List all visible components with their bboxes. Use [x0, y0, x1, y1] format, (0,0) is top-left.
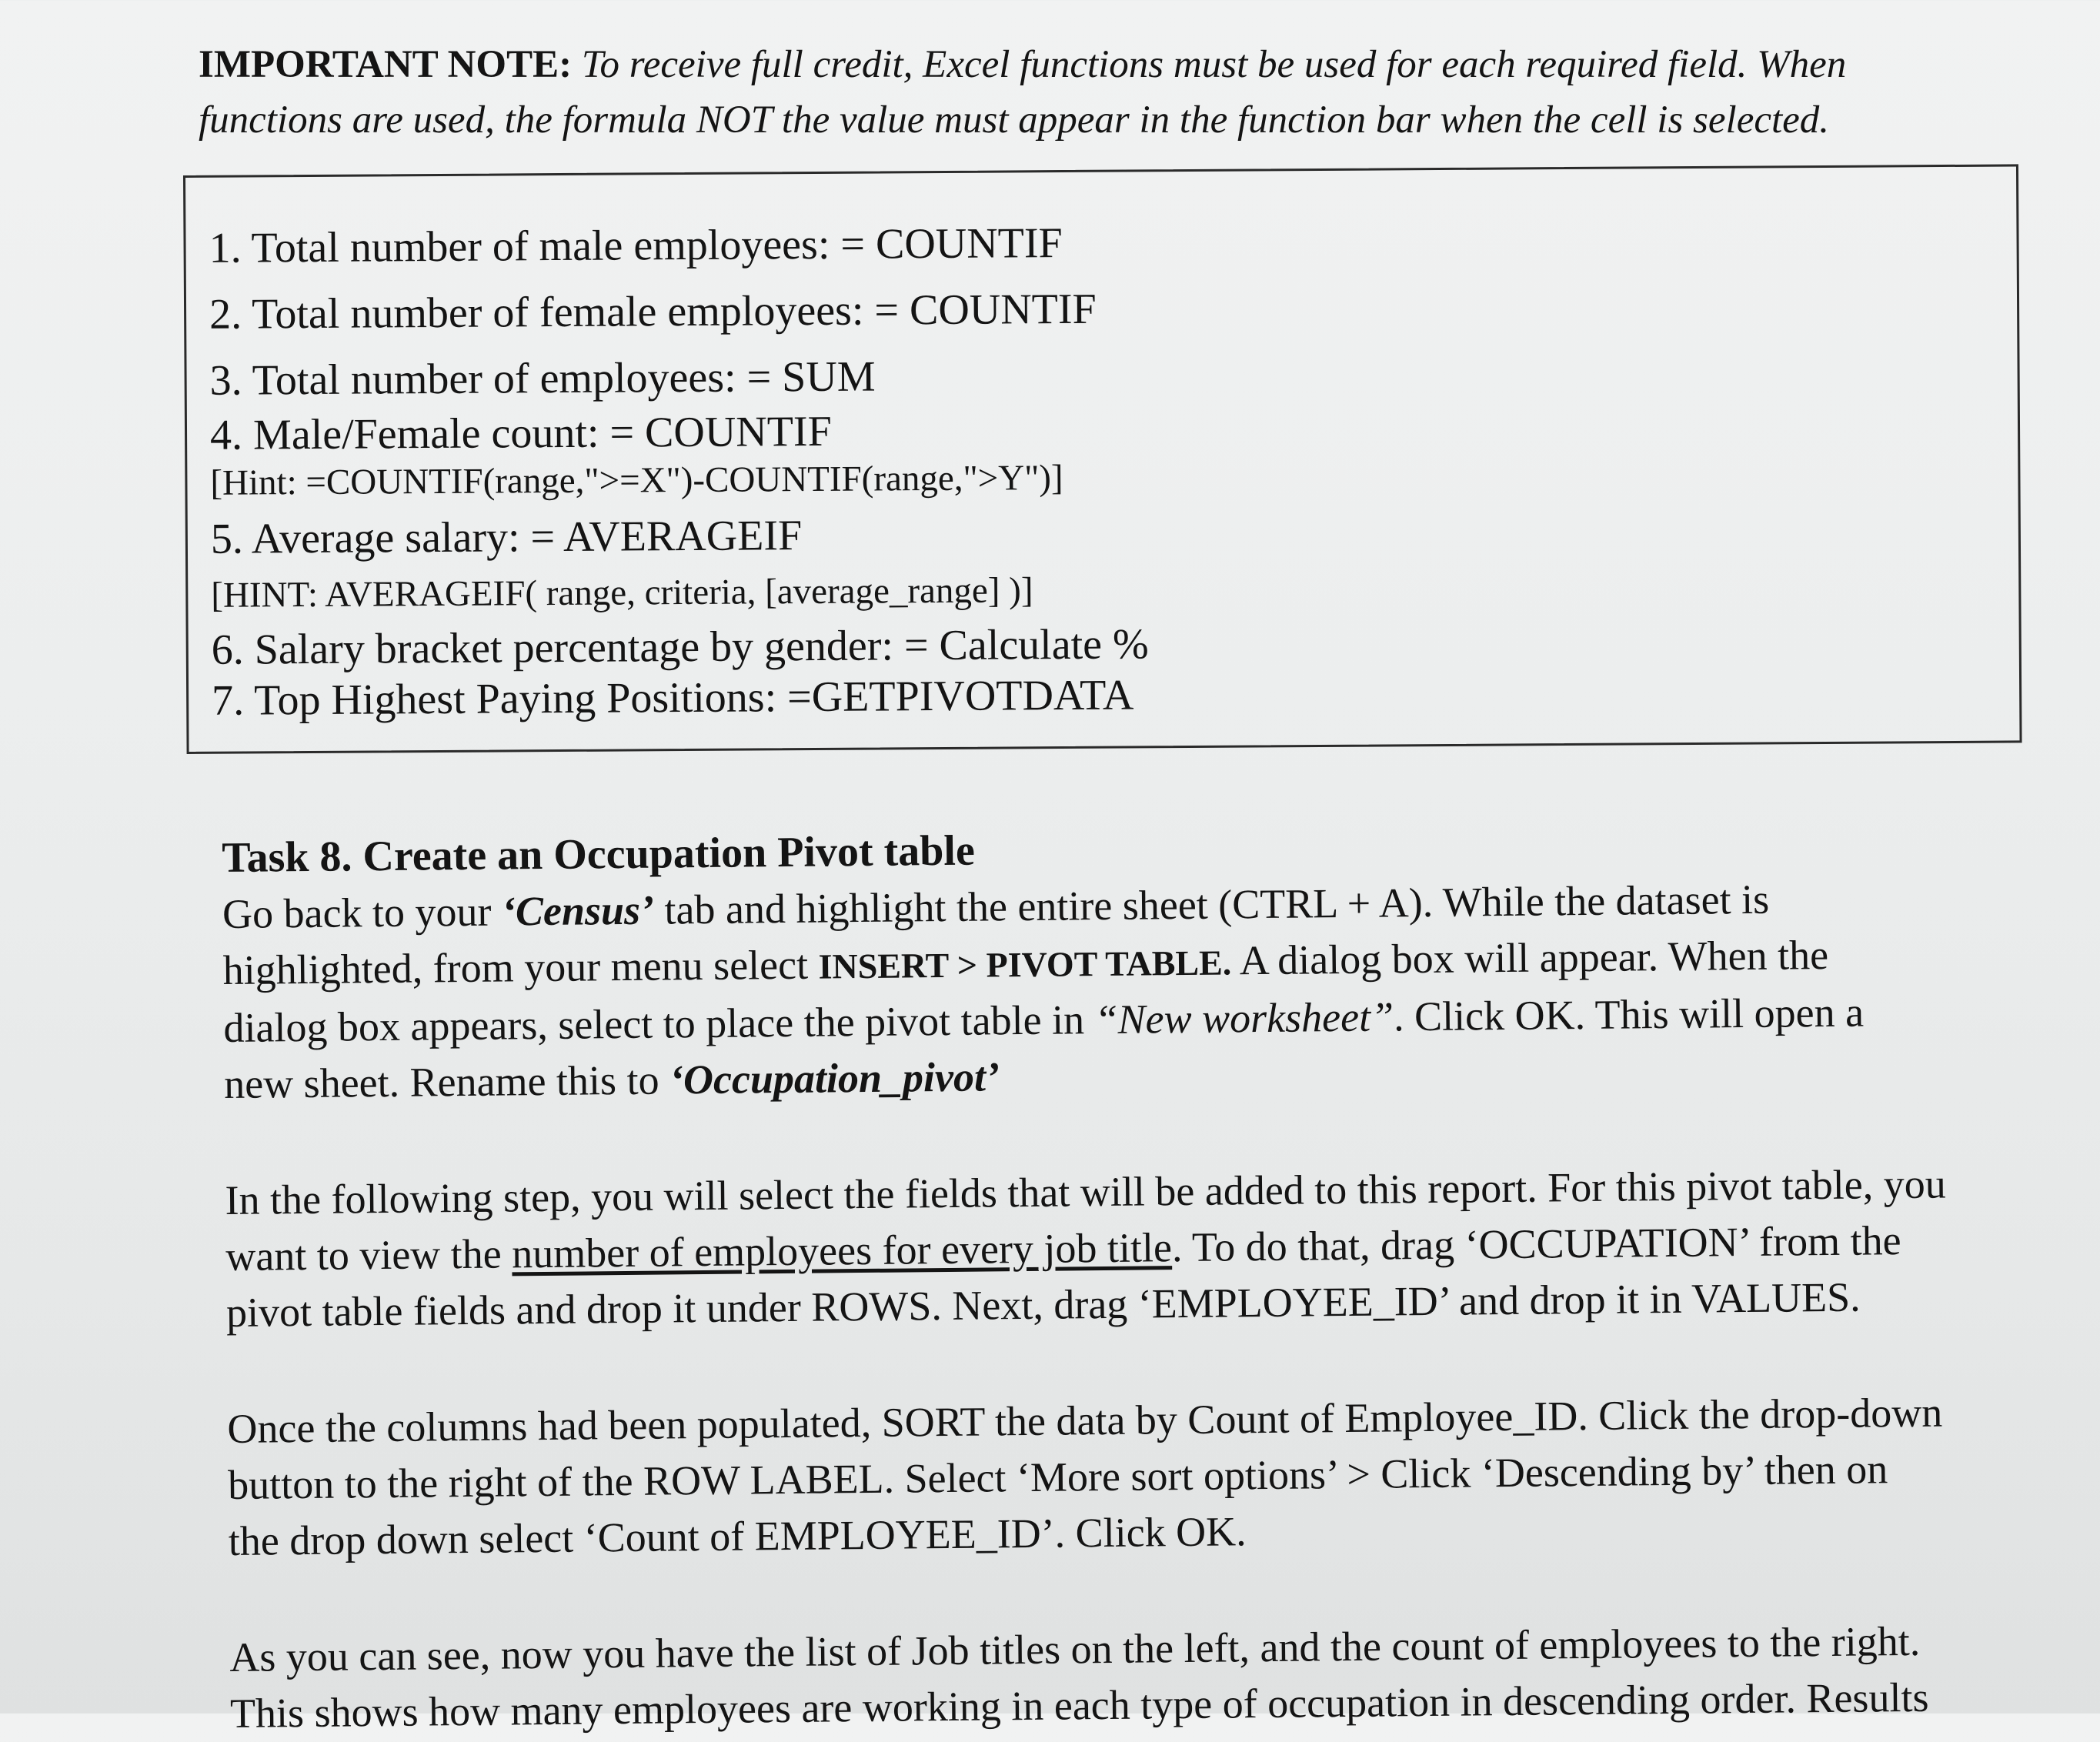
functions-box: [183, 164, 2022, 754]
census-tab-name: ‘Census’: [501, 886, 655, 935]
note-text-1: To receive full credit, Excel functions must be used for each required field. When: [581, 43, 1847, 86]
task-8-title: Task 8. Create an Occupation Pivot table: [222, 826, 976, 882]
note-label: IMPORTANT NOTE:: [199, 43, 573, 86]
function-item-3: 3. Total number of employees: = SUM: [209, 352, 876, 405]
p1-text-c: highlighted, from your menu select: [222, 941, 819, 993]
menu-path: INSERT > PIVOT TABLE.: [818, 943, 1232, 986]
p1-text-d: A dialog box will appear. When the: [1230, 931, 1829, 984]
function-item-6: 6. Salary bracket percentage by gender: = Calculate %: [211, 620, 1149, 674]
function-item-1: 1. Total number of male employees: = COUNTIF: [209, 219, 1063, 272]
note-text-2: functions are used, the formula NOT the value must appear in the function bar when the cell is selected.: [199, 98, 1830, 142]
important-note: [199, 37, 1968, 148]
function-hint-5: [HINT: AVERAGEIF( range, criteria, [average_range] )]: [211, 570, 1033, 616]
pivot-sheet-name: ‘Occupation_pivot’: [669, 1053, 1000, 1103]
p1-text-a: Go back to your: [222, 888, 502, 937]
p2-text-b: want to view the: [225, 1230, 512, 1280]
p1-text-f: . Click OK. This will open a: [1393, 989, 1865, 1040]
p4-text-b: This shows how many employees are working in each type of occupation in descending order. Results: [229, 1674, 1929, 1737]
p1-text-b: tab and highlight the entire sheet (CTRL + A). While the dataset is: [653, 876, 1770, 933]
p2-text-c: . To do that, drag ‘OCCUPATION’ from the: [1171, 1217, 1901, 1271]
function-item-7: 7. Top Highest Paying Positions: =GETPIVOTDATA: [211, 671, 1134, 725]
p1-text-e: dialog box appears, select to place the pivot table in: [223, 996, 1095, 1051]
p2-text-d: pivot table fields and drop it under ROWS. Next, drag ‘EMPLOYEE_ID’ and drop it in VALUES.: [225, 1273, 1861, 1336]
task-8-section: [222, 813, 2023, 1742]
p3-text-a: Once the columns had been populated, SORT the data by Count of Employee_ID. Click the drop-down: [227, 1389, 1943, 1452]
task-8-paragraph-4: [229, 1613, 2023, 1742]
p1-text-g: new sheet. Rename this to: [223, 1056, 670, 1107]
function-item-2: 2. Total number of female employees: = COUNTIF: [209, 285, 1097, 339]
p3-text-b: button to the right of the ROW LABEL. Select ‘More sort options’ > Click ‘Descending by’ then on: [227, 1446, 1888, 1508]
function-hint-4: [Hint: =COUNTIF(range,">=X")-COUNTIF(range,">Y")]: [210, 458, 1063, 503]
task-8-paragraph-2: [225, 1156, 2019, 1341]
p4-text-a: As you can see, now you have the list of Job titles on the left, and the count of employees to the right.: [229, 1617, 1921, 1680]
note-line-1: [199, 37, 1968, 92]
function-item-5: 5. Average salary: = AVERAGEIF: [210, 512, 803, 563]
task-8-paragraph-1: [222, 869, 2018, 1113]
underlined-objective: number of employees for every job title: [511, 1224, 1173, 1277]
new-worksheet-option: “New worksheet”: [1094, 993, 1394, 1043]
p3-text-c: the drop down select ‘Count of EMPLOYEE_ID’. Click OK.: [228, 1508, 1247, 1564]
function-item-4: 4. Male/Female count: = COUNTIF: [209, 407, 832, 459]
p2-text-a: In the following step, you will select the fields that will be added to this report. For this pivot table, you: [225, 1160, 1946, 1223]
task-8-paragraph-3: [227, 1384, 2022, 1570]
